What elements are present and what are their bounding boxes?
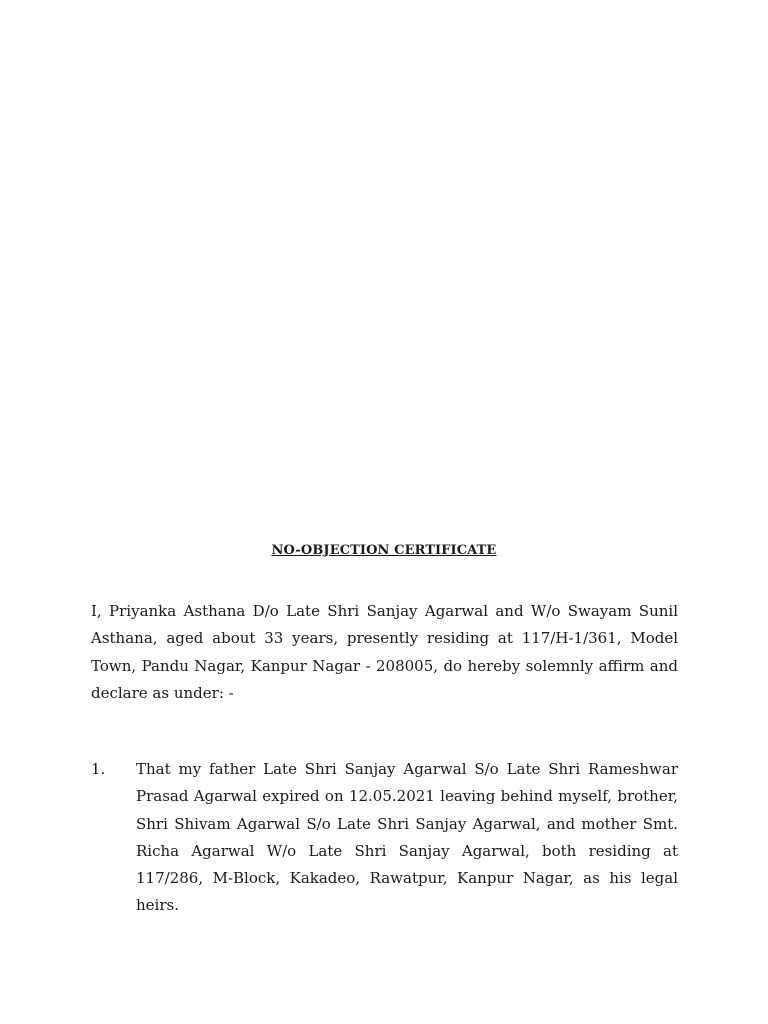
page-title: NO-OBJECTION CERTIFICATE: [271, 543, 497, 558]
list-item-text: That my father Late Shri Sanjay Agarwal S/o Late Shri Rameshwar Prasad Agarwal expired on 12.05.2021 leaving behind myself, brother, Shri Shivam Agarwal S/o Late Shri Sanjay Agarwal, and mother Smt. Richa Agarwal W/o Late Shri Sanjay Agarwal, both residing at 117/286, M-Block, Kakadeo, Rawatpur, Kanpur Nagar, as his legal heirs.: [136, 760, 678, 915]
list-item-number: 1.: [91, 760, 106, 778]
intro-paragraph: I, Priyanka Asthana D/o Late Shri Sanjay Agarwal and W/o Swayam Sunil Asthana, aged about 33 years, presently residing at 117/H-1/361, Model Town, Pandu Nagar, Kanpur Nagar - 208005, do hereby solemnly affirm and declare as under: -: [91, 602, 678, 702]
list-item: [91, 756, 678, 920]
declaration-list: [91, 756, 678, 920]
